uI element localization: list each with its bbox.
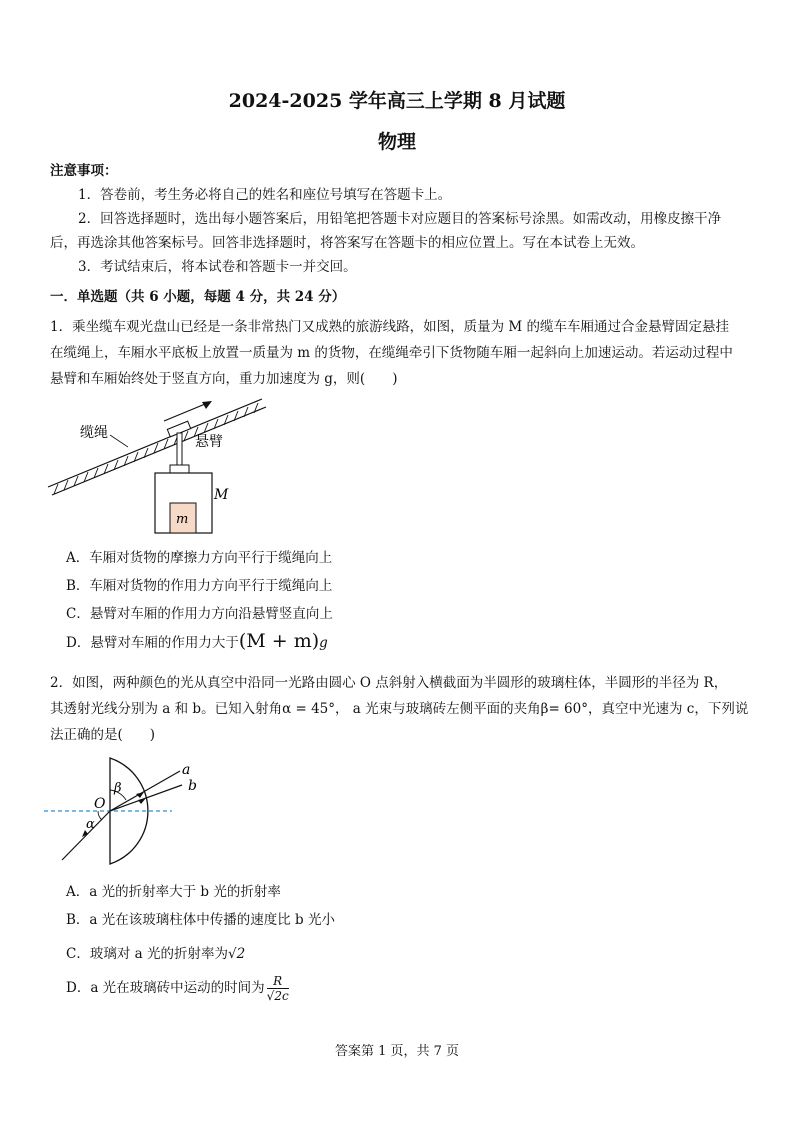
- q2-option-d: [66, 974, 289, 1003]
- notice-title: 注意事项：: [50, 163, 118, 179]
- rope-label: 缆绳: [80, 425, 108, 441]
- beta-label: β: [114, 781, 122, 796]
- q2-stem-line-1: 2．如图，两种颜色的光从真空中沿同一光路由圆心 O 点斜射入横截面为半圆形的玻璃柱体，半圆形的半径为 R，: [50, 675, 728, 691]
- q2-stem-line-3: 法正确的是( ): [50, 727, 156, 743]
- q2-semicircle-figure: [40, 752, 220, 872]
- q1-stem-line-2: 在缆绳上，车厢水平底板上放置一质量为 m 的货物，在缆绳牵引下货物随车厢一起斜向上加速运动。若运动过程中: [50, 345, 733, 361]
- arm-label: 悬臂: [195, 434, 223, 450]
- q2-option-d-denominator: √2c: [266, 989, 289, 1003]
- notice-item-3: 3．考试结束后，将本试卷和答题卡一并交回。: [78, 259, 357, 275]
- subject-title: 物理: [377, 131, 416, 153]
- q2-option-c-value: √2: [227, 946, 246, 962]
- q1-option-d-text: D．悬臂对车厢的作用力大于: [66, 635, 239, 651]
- q1-option-d: [66, 630, 328, 652]
- page-footer: 答案第 1 页，共 7 页: [334, 1044, 460, 1059]
- exam-title: 2024-2025 学年高三上学期 8 月试题: [228, 90, 566, 112]
- cabin-mass-label: M: [214, 487, 229, 503]
- ray-a-label: a: [182, 762, 191, 778]
- q1-stem-line-3: 悬臂和车厢始终处于竖直方向，重力加速度为 g，则( ): [50, 371, 398, 387]
- q2-option-d-fraction: [267, 974, 289, 1003]
- q1-option-d-expression: (M + m): [238, 630, 320, 652]
- section-heading: 一．单选题（共 6 小题，每题 4 分，共 24 分）: [50, 289, 346, 305]
- cargo-mass-label: m: [176, 512, 189, 527]
- q2-option-c-text: C．玻璃对 a 光的折射率为: [66, 946, 228, 962]
- q2-stem-line-2: 其透射光线分别为 a 和 b。已知入射角α = 45°， a 光束与玻璃砖左侧平面的夹角β= 60°，真空中光速为 c，下列说: [50, 701, 749, 717]
- q2-option-a: A．a 光的折射率大于 b 光的折射率: [66, 884, 281, 900]
- q1-option-b: B．车厢对货物的作用力方向平行于缆绳向上: [66, 578, 333, 594]
- notice-item-2-line-2: 后，再选涂其他答案标号。回答非选择题时，将答案写在答题卡的相应位置上。写在本试卷上无效。: [50, 235, 644, 251]
- alpha-label: α: [86, 817, 95, 832]
- q1-stem-line-1: 1．乘坐缆车观光盘山已经是一条非常热门又成熟的旅游线路，如图，质量为 M 的缆车车厢通过合金悬臂固定悬挂: [50, 319, 729, 335]
- q1-option-a: A．车厢对货物的摩擦力方向平行于缆绳向上: [66, 550, 333, 566]
- notice-item-2-line-1: 2．回答选择题时，选出每小题答案后，用铅笔把答题卡对应题目的答案标号涂黑。如需改动，用橡皮擦干净: [78, 211, 722, 227]
- q1-option-d-g: g: [319, 635, 328, 651]
- q2-option-c: [66, 942, 245, 962]
- ray-b-label: b: [188, 778, 197, 794]
- q1-cable-car-figure: [40, 385, 280, 540]
- point-o-label: O: [94, 796, 106, 812]
- q2-option-b: B．a 光在该玻璃柱体中传播的速度比 b 光小: [66, 912, 335, 928]
- q1-option-c: C．悬臂对车厢的作用力方向沿悬臂竖直向上: [66, 606, 333, 622]
- notice-item-1: 1．答卷前，考生务必将自己的姓名和座位号填写在答题卡上。: [78, 187, 452, 203]
- q2-option-d-numerator: R: [267, 974, 289, 989]
- q2-option-d-text: D．a 光在玻璃砖中运动的时间为: [66, 980, 265, 996]
